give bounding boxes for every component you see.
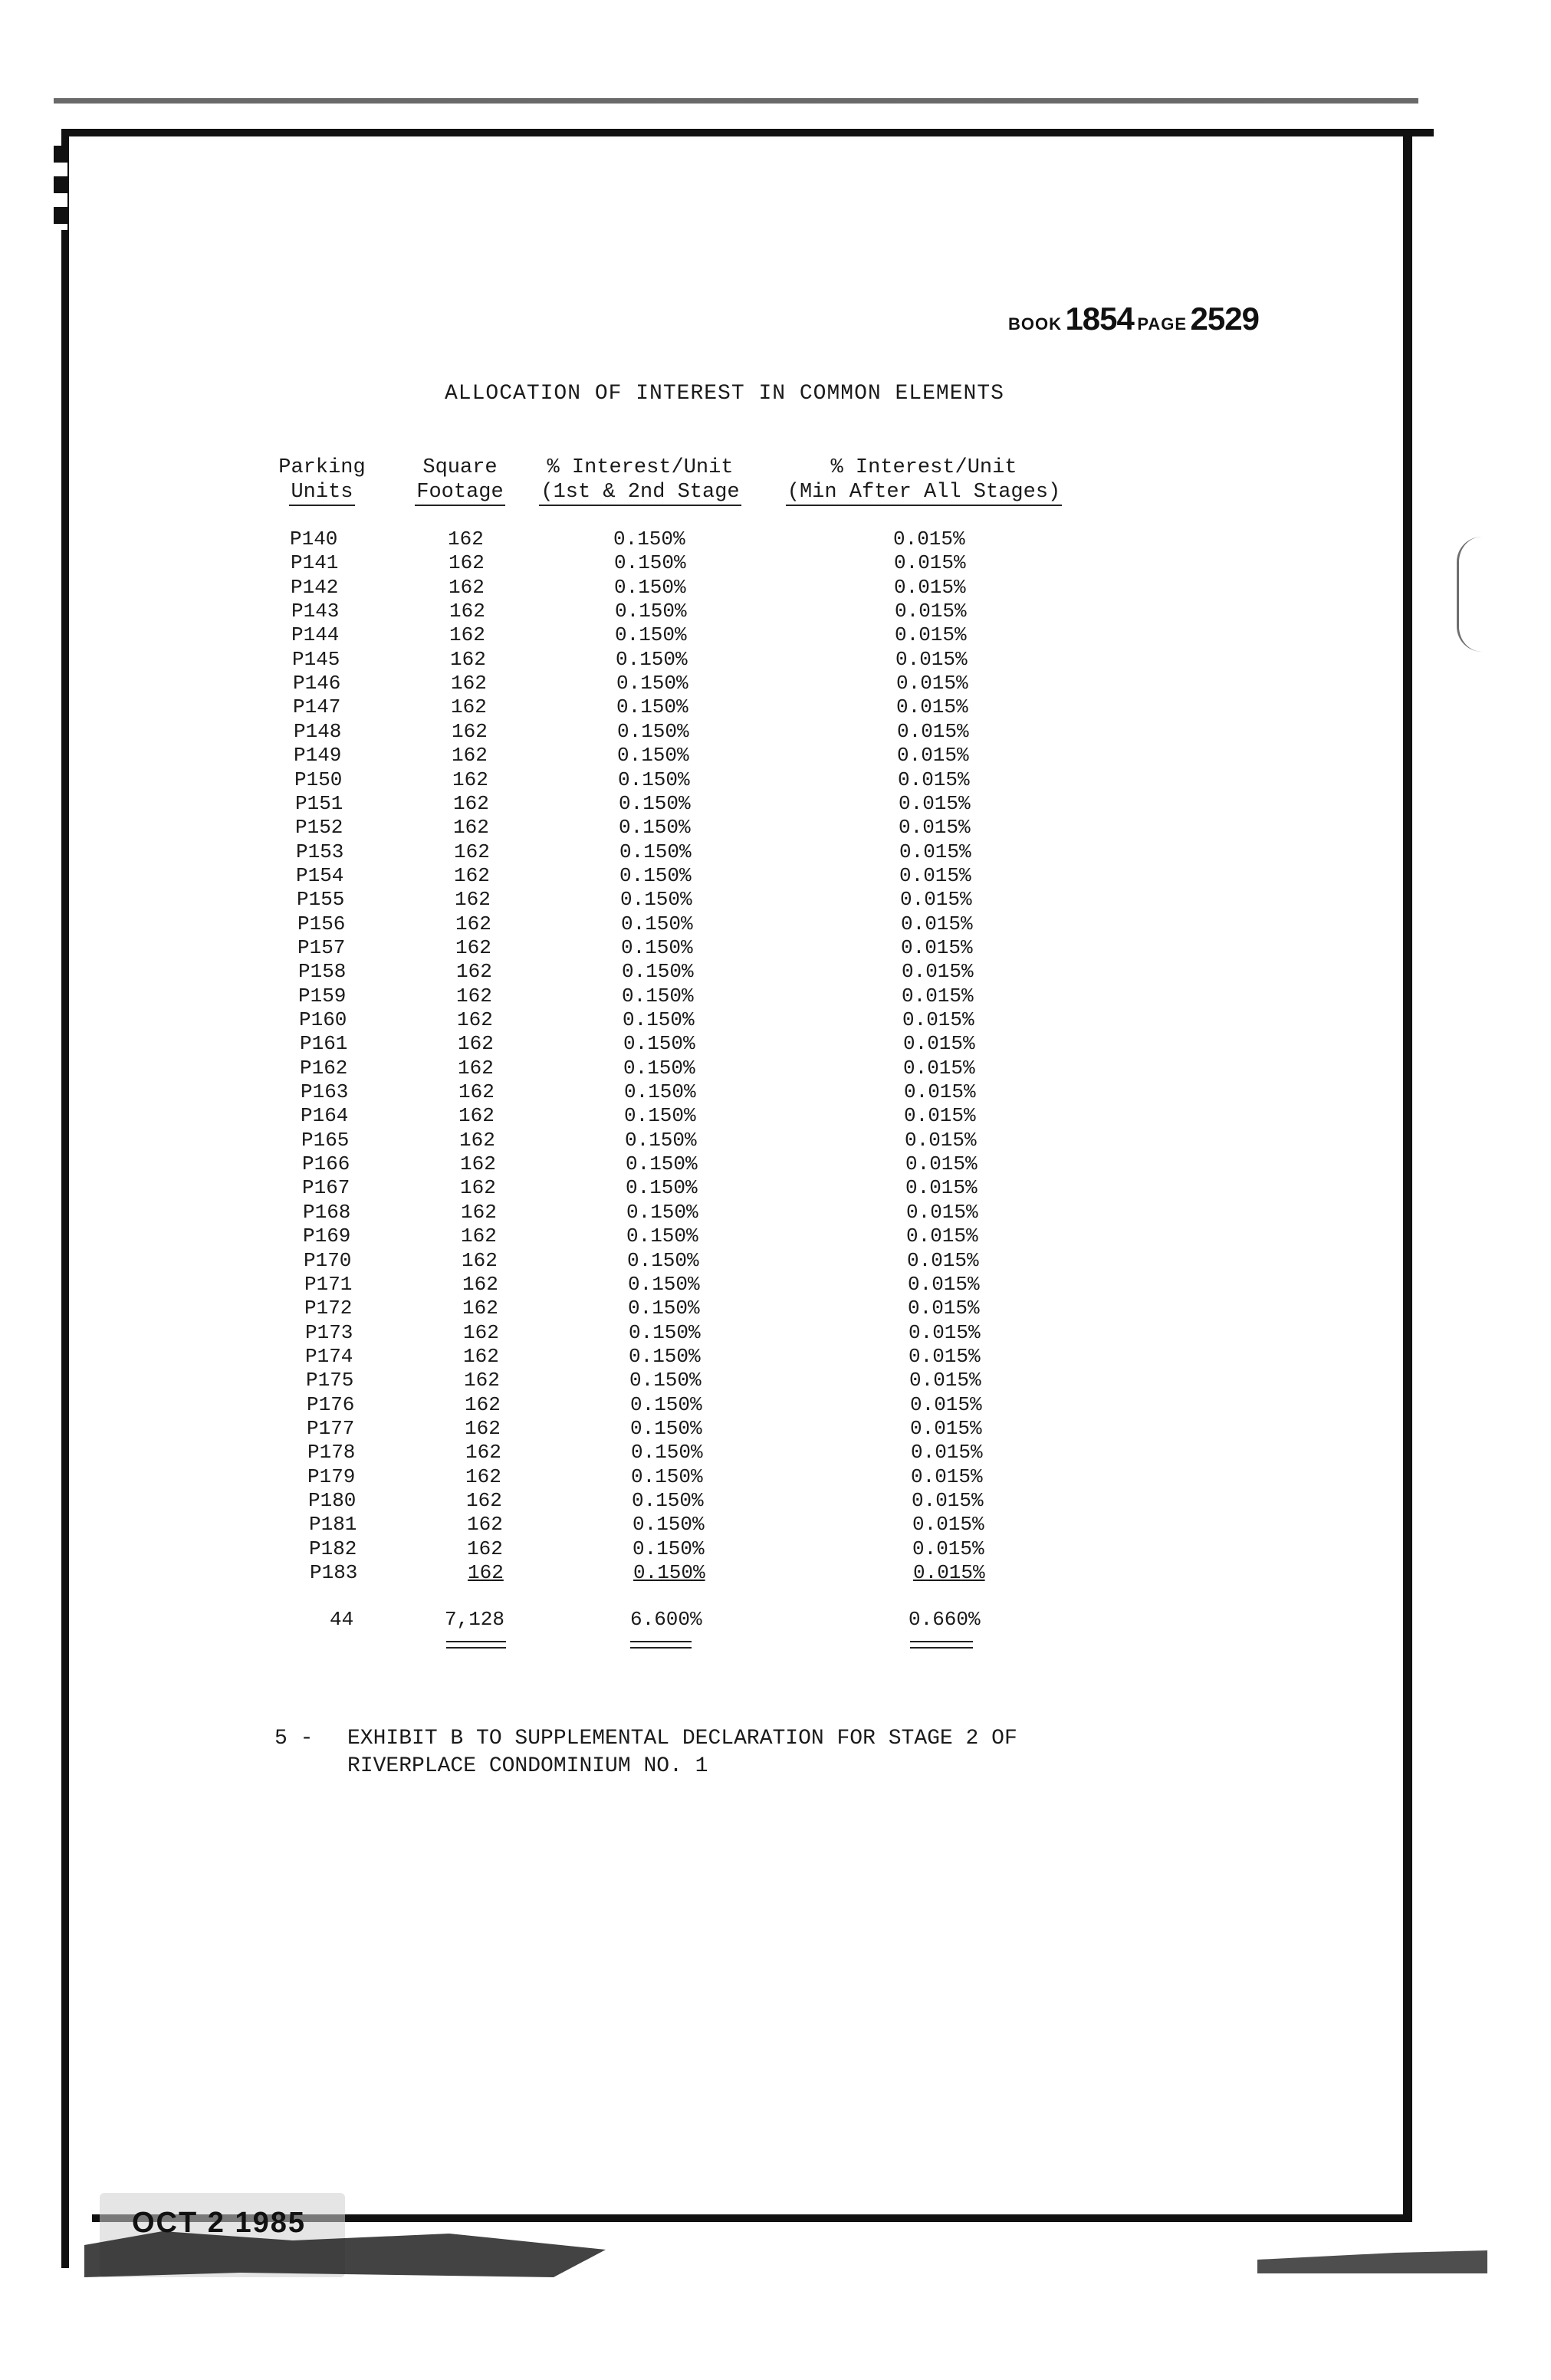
cell-parking-unit: P149	[294, 744, 342, 768]
cell-square-footage: 162	[461, 1200, 497, 1224]
cell-parking-unit: P157	[297, 935, 346, 959]
cell-parking-unit: P182	[309, 1537, 357, 1560]
table-row	[0, 576, 1150, 600]
cell-interest-min: 0.015%	[906, 1225, 978, 1248]
cell-interest-stage: 0.150%	[624, 1080, 696, 1104]
table-row	[0, 623, 1150, 647]
cell-interest-min: 0.015%	[908, 1297, 980, 1320]
table-row	[0, 1152, 1150, 1176]
cell-interest-min: 0.015%	[908, 1272, 980, 1296]
table-row	[0, 912, 1150, 936]
total-square-footage: 7,128	[445, 1608, 505, 1631]
cell-square-footage: 162	[454, 840, 490, 863]
cell-interest-stage: 0.150%	[619, 791, 691, 815]
cell-interest-min: 0.015%	[912, 1489, 984, 1512]
cell-square-footage: 162	[458, 1080, 495, 1104]
cell-square-footage: 162	[449, 600, 485, 623]
header-parking-units	[272, 455, 372, 506]
cell-interest-min: 0.015%	[902, 984, 974, 1008]
cell-interest-min: 0.015%	[901, 912, 973, 935]
cell-square-footage: 162	[461, 1225, 497, 1248]
table-row	[0, 1104, 1150, 1128]
cell-parking-unit: P155	[297, 888, 345, 912]
cell-parking-unit: P148	[294, 719, 342, 743]
table-row	[0, 1417, 1150, 1441]
table-row	[0, 695, 1150, 719]
table-row	[0, 720, 1150, 744]
cell-interest-min: 0.015%	[910, 1392, 982, 1416]
cell-interest-stage: 0.150%	[624, 1104, 696, 1128]
table-row	[0, 960, 1150, 984]
table-row	[0, 840, 1150, 864]
cell-square-footage: 162	[452, 719, 488, 743]
table-row	[0, 816, 1150, 840]
header-line1: Parking	[278, 456, 366, 479]
scan-blot-bottom-right	[1257, 2250, 1487, 2273]
cell-interest-min: 0.015%	[897, 719, 969, 743]
cell-square-footage: 162	[456, 984, 492, 1008]
cell-interest-min: 0.015%	[900, 888, 972, 912]
cell-square-footage: 162	[450, 647, 486, 671]
cell-interest-stage: 0.150%	[632, 1489, 704, 1512]
cell-parking-unit: P166	[302, 1152, 350, 1176]
table-row	[0, 1080, 1150, 1104]
cell-parking-unit: P183	[310, 1561, 358, 1585]
cell-parking-unit: P177	[307, 1416, 355, 1440]
cell-square-footage: 162	[460, 1152, 496, 1176]
cell-parking-unit: P175	[306, 1369, 354, 1392]
cell-interest-stage: 0.150%	[633, 1537, 705, 1560]
table-row	[0, 1465, 1150, 1489]
table-row	[0, 1297, 1150, 1320]
cell-interest-stage: 0.150%	[628, 1297, 700, 1320]
exhibit-caption	[347, 1725, 1017, 1780]
table-row	[0, 1393, 1150, 1417]
cell-square-footage: 162	[451, 672, 487, 695]
cell-square-footage: 162	[453, 816, 489, 840]
cell-interest-stage: 0.150%	[620, 888, 692, 912]
cell-interest-stage: 0.150%	[630, 1416, 702, 1440]
cell-interest-stage: 0.150%	[633, 1561, 705, 1585]
cell-square-footage: 162	[462, 1248, 498, 1272]
cell-square-footage: 162	[462, 1297, 498, 1320]
cell-parking-unit: P181	[309, 1513, 357, 1537]
cell-interest-min: 0.015%	[909, 1369, 981, 1392]
cell-square-footage: 162	[458, 1032, 494, 1056]
cell-interest-stage: 0.150%	[631, 1441, 703, 1464]
cell-interest-stage: 0.150%	[622, 984, 694, 1008]
exhibit-caption-line1: EXHIBIT B TO SUPPLEMENTAL DECLARATION FOR STAGE 2 OF	[347, 1727, 1017, 1750]
cell-parking-unit: P151	[295, 791, 343, 815]
cell-square-footage: 162	[460, 1176, 496, 1200]
cell-interest-stage: 0.150%	[629, 1320, 701, 1344]
cell-interest-min: 0.015%	[895, 647, 968, 671]
cell-interest-min: 0.015%	[913, 1561, 985, 1585]
table-row	[0, 1345, 1150, 1369]
left-margin-marks	[54, 146, 67, 230]
cell-interest-stage: 0.150%	[633, 1513, 705, 1537]
cell-interest-stage: 0.150%	[625, 1128, 697, 1152]
cell-interest-stage: 0.150%	[623, 1032, 695, 1056]
table-row	[0, 648, 1150, 672]
cell-square-footage: 162	[463, 1344, 499, 1368]
table-row	[0, 864, 1150, 888]
cell-square-footage: 162	[455, 888, 491, 912]
cell-parking-unit: P146	[293, 672, 341, 695]
cell-parking-unit: P158	[298, 960, 347, 984]
cell-parking-unit: P172	[304, 1297, 353, 1320]
cell-interest-min: 0.015%	[911, 1441, 983, 1464]
cell-square-footage: 162	[468, 1561, 504, 1585]
cell-interest-min: 0.015%	[912, 1513, 984, 1537]
cell-parking-unit: P141	[291, 551, 339, 575]
header-line2: Footage	[415, 480, 504, 506]
cell-square-footage: 162	[454, 863, 490, 887]
cell-square-footage: 162	[465, 1416, 501, 1440]
cell-interest-min: 0.015%	[898, 768, 970, 791]
cell-interest-min: 0.015%	[909, 1344, 981, 1368]
cell-interest-min: 0.015%	[893, 528, 965, 551]
cell-square-footage: 162	[449, 551, 485, 575]
cell-square-footage: 162	[459, 1128, 495, 1152]
scan-edge-top	[54, 98, 1418, 112]
cell-parking-unit: P167	[302, 1176, 350, 1200]
cell-square-footage: 162	[448, 528, 484, 551]
cell-interest-min: 0.015%	[899, 791, 971, 815]
header-square-footage	[410, 455, 510, 506]
table-row	[0, 985, 1150, 1008]
cell-square-footage: 162	[467, 1513, 503, 1537]
cell-square-footage: 162	[465, 1464, 501, 1488]
page-label: PAGE	[1137, 314, 1188, 334]
cell-parking-unit: P162	[300, 1056, 348, 1080]
cell-square-footage: 162	[453, 791, 489, 815]
cell-square-footage: 162	[466, 1489, 502, 1512]
cell-interest-min: 0.015%	[897, 744, 969, 768]
cell-interest-stage: 0.150%	[617, 744, 689, 768]
cell-interest-stage: 0.150%	[622, 960, 694, 984]
cell-interest-min: 0.015%	[905, 1128, 977, 1152]
cell-interest-min: 0.015%	[903, 1056, 975, 1080]
cell-interest-stage: 0.150%	[630, 1392, 702, 1416]
cell-interest-stage: 0.150%	[623, 1008, 695, 1031]
cell-interest-min: 0.015%	[902, 1008, 974, 1031]
cell-interest-min: 0.015%	[896, 695, 968, 719]
cell-interest-min: 0.015%	[905, 1176, 978, 1200]
cell-square-footage: 162	[458, 1104, 495, 1128]
table-row	[0, 672, 1150, 695]
header-interest-min	[778, 455, 1070, 506]
cell-square-footage: 162	[458, 1056, 494, 1080]
cell-interest-min: 0.015%	[909, 1320, 981, 1344]
cell-square-footage: 162	[455, 912, 491, 935]
cell-square-footage: 162	[449, 575, 485, 599]
cell-parking-unit: P140	[290, 528, 338, 551]
cell-parking-unit: P147	[293, 695, 341, 719]
table-row	[0, 1008, 1150, 1032]
cell-interest-stage: 0.150%	[629, 1344, 701, 1368]
cell-parking-unit: P170	[304, 1248, 352, 1272]
double-underline	[446, 1641, 506, 1649]
cell-parking-unit: P178	[307, 1441, 356, 1464]
table-row	[0, 1176, 1150, 1200]
cell-parking-unit: P168	[303, 1200, 351, 1224]
header-line2: (Min After All Stages)	[786, 480, 1062, 506]
table-row	[0, 1057, 1150, 1080]
cell-interest-stage: 0.150%	[629, 1369, 702, 1392]
cell-square-footage: 162	[463, 1320, 499, 1344]
cell-interest-stage: 0.150%	[621, 912, 693, 935]
cell-interest-stage: 0.150%	[616, 647, 688, 671]
cell-interest-stage: 0.150%	[614, 575, 686, 599]
cell-interest-min: 0.015%	[899, 816, 971, 840]
cell-parking-unit: P150	[294, 768, 343, 791]
cell-parking-unit: P160	[299, 1008, 347, 1031]
page-number: 2529	[1190, 301, 1259, 337]
cell-parking-unit: P173	[305, 1320, 353, 1344]
table-row	[0, 1225, 1150, 1248]
cell-interest-min: 0.015%	[894, 551, 966, 575]
table-row	[0, 1369, 1150, 1392]
frame-right-border	[1403, 129, 1412, 2222]
header-line1: Square	[422, 456, 498, 479]
cell-interest-stage: 0.150%	[626, 1176, 698, 1200]
cell-square-footage: 162	[457, 1008, 493, 1031]
book-number: 1854	[1065, 301, 1134, 337]
cell-parking-unit: P171	[304, 1272, 353, 1296]
table-row	[0, 528, 1150, 551]
cell-parking-unit: P163	[301, 1080, 349, 1104]
cell-interest-stage: 0.150%	[631, 1464, 703, 1488]
table-row	[0, 1489, 1150, 1513]
cell-parking-unit: P165	[301, 1128, 350, 1152]
exhibit-caption-line2: RIVERPLACE CONDOMINIUM NO. 1	[347, 1754, 708, 1778]
header-line1: % Interest/Unit	[547, 456, 734, 479]
table-row	[0, 1441, 1150, 1464]
table-row	[0, 888, 1150, 912]
cell-square-footage: 162	[465, 1392, 501, 1416]
cell-parking-unit: P142	[291, 575, 339, 599]
cell-square-footage: 162	[451, 695, 487, 719]
cell-parking-unit: P154	[296, 863, 344, 887]
cell-parking-unit: P156	[297, 912, 346, 935]
cell-interest-stage: 0.150%	[614, 551, 686, 575]
total-interest-min: 0.660%	[909, 1608, 981, 1631]
header-line2: (1st & 2nd Stage	[539, 480, 741, 506]
cell-interest-min: 0.015%	[903, 1032, 975, 1056]
cell-parking-unit: P179	[307, 1464, 356, 1488]
cell-square-footage: 162	[455, 935, 491, 959]
table-row	[0, 1249, 1150, 1273]
cell-interest-stage: 0.150%	[628, 1272, 700, 1296]
cell-square-footage: 162	[465, 1441, 501, 1464]
cell-interest-min: 0.015%	[895, 623, 967, 647]
frame-top-border	[61, 129, 1434, 136]
cell-interest-stage: 0.150%	[615, 600, 687, 623]
table-row	[0, 1201, 1150, 1225]
cell-interest-min: 0.015%	[910, 1416, 982, 1440]
cell-square-footage: 162	[449, 623, 485, 647]
double-underline	[630, 1641, 692, 1649]
cell-interest-stage: 0.150%	[619, 863, 692, 887]
table-row	[0, 1273, 1150, 1297]
cell-interest-min: 0.015%	[899, 840, 971, 863]
cell-interest-min: 0.015%	[912, 1537, 984, 1560]
cell-parking-unit: P145	[292, 647, 340, 671]
cell-interest-stage: 0.150%	[626, 1152, 698, 1176]
cell-square-footage: 162	[456, 960, 492, 984]
cell-parking-unit: P176	[307, 1392, 355, 1416]
table-row	[0, 1032, 1150, 1056]
table-row	[0, 1537, 1150, 1561]
cell-interest-stage: 0.150%	[623, 1056, 695, 1080]
cell-interest-stage: 0.150%	[615, 623, 687, 647]
book-page-reference	[1008, 301, 1259, 337]
total-units: 44	[330, 1608, 354, 1631]
table-row	[0, 768, 1150, 792]
cell-interest-min: 0.015%	[905, 1152, 978, 1176]
table-row	[0, 1561, 1150, 1585]
cell-interest-stage: 0.150%	[616, 695, 688, 719]
cell-interest-min: 0.015%	[906, 1200, 978, 1224]
cell-parking-unit: P169	[303, 1225, 351, 1248]
document-title: ALLOCATION OF INTEREST IN COMMON ELEMENTS	[445, 382, 1004, 406]
cell-parking-unit: P174	[305, 1344, 353, 1368]
cell-interest-stage: 0.150%	[626, 1225, 698, 1248]
cell-parking-unit: P152	[295, 816, 343, 840]
date-stamp: OCT 2 1985	[132, 2207, 306, 2239]
page-sequence-number: 5 -	[274, 1727, 314, 1750]
cell-interest-stage: 0.150%	[613, 528, 685, 551]
header-interest-stage	[529, 455, 751, 506]
cell-interest-min: 0.015%	[894, 575, 966, 599]
cell-square-footage: 162	[462, 1272, 498, 1296]
cell-square-footage: 162	[464, 1369, 500, 1392]
book-label: BOOK	[1008, 314, 1062, 334]
cell-parking-unit: P159	[298, 984, 347, 1008]
cell-interest-stage: 0.150%	[617, 719, 689, 743]
cell-square-footage: 162	[467, 1537, 503, 1560]
double-underline	[910, 1641, 973, 1649]
cell-parking-unit: P164	[301, 1104, 349, 1128]
table-row	[0, 1321, 1150, 1345]
cell-interest-stage: 0.150%	[619, 816, 691, 840]
cell-interest-min: 0.015%	[902, 960, 974, 984]
cell-interest-min: 0.015%	[895, 600, 967, 623]
cell-interest-min: 0.015%	[904, 1104, 976, 1128]
cell-interest-min: 0.015%	[907, 1248, 979, 1272]
cell-interest-min: 0.015%	[899, 863, 971, 887]
table-row	[0, 936, 1150, 960]
table-row	[0, 744, 1150, 768]
header-line1: % Interest/Unit	[830, 456, 1017, 479]
table-row	[0, 1513, 1150, 1537]
total-interest-stage: 6.600%	[630, 1608, 702, 1631]
cell-parking-unit: P180	[308, 1489, 357, 1512]
table-row	[0, 551, 1150, 575]
cell-interest-min: 0.015%	[896, 672, 968, 695]
cell-parking-unit: P153	[296, 840, 344, 863]
cell-interest-stage: 0.150%	[627, 1248, 699, 1272]
margin-scribble	[1457, 537, 1482, 652]
cell-interest-stage: 0.150%	[618, 768, 690, 791]
table-row	[0, 600, 1150, 623]
cell-parking-unit: P144	[291, 623, 340, 647]
cell-interest-min: 0.015%	[904, 1080, 976, 1104]
cell-interest-stage: 0.150%	[621, 935, 693, 959]
cell-parking-unit: P143	[291, 600, 340, 623]
cell-interest-min: 0.015%	[911, 1464, 983, 1488]
cell-parking-unit: P161	[300, 1032, 348, 1056]
cell-interest-min: 0.015%	[901, 935, 973, 959]
cell-interest-stage: 0.150%	[619, 840, 692, 863]
cell-square-footage: 162	[452, 744, 488, 768]
header-line2: Units	[289, 480, 354, 506]
table-row	[0, 792, 1150, 816]
table-row	[0, 1129, 1150, 1152]
cell-interest-stage: 0.150%	[616, 672, 688, 695]
cell-interest-stage: 0.150%	[626, 1200, 698, 1224]
cell-square-footage: 162	[452, 768, 488, 791]
